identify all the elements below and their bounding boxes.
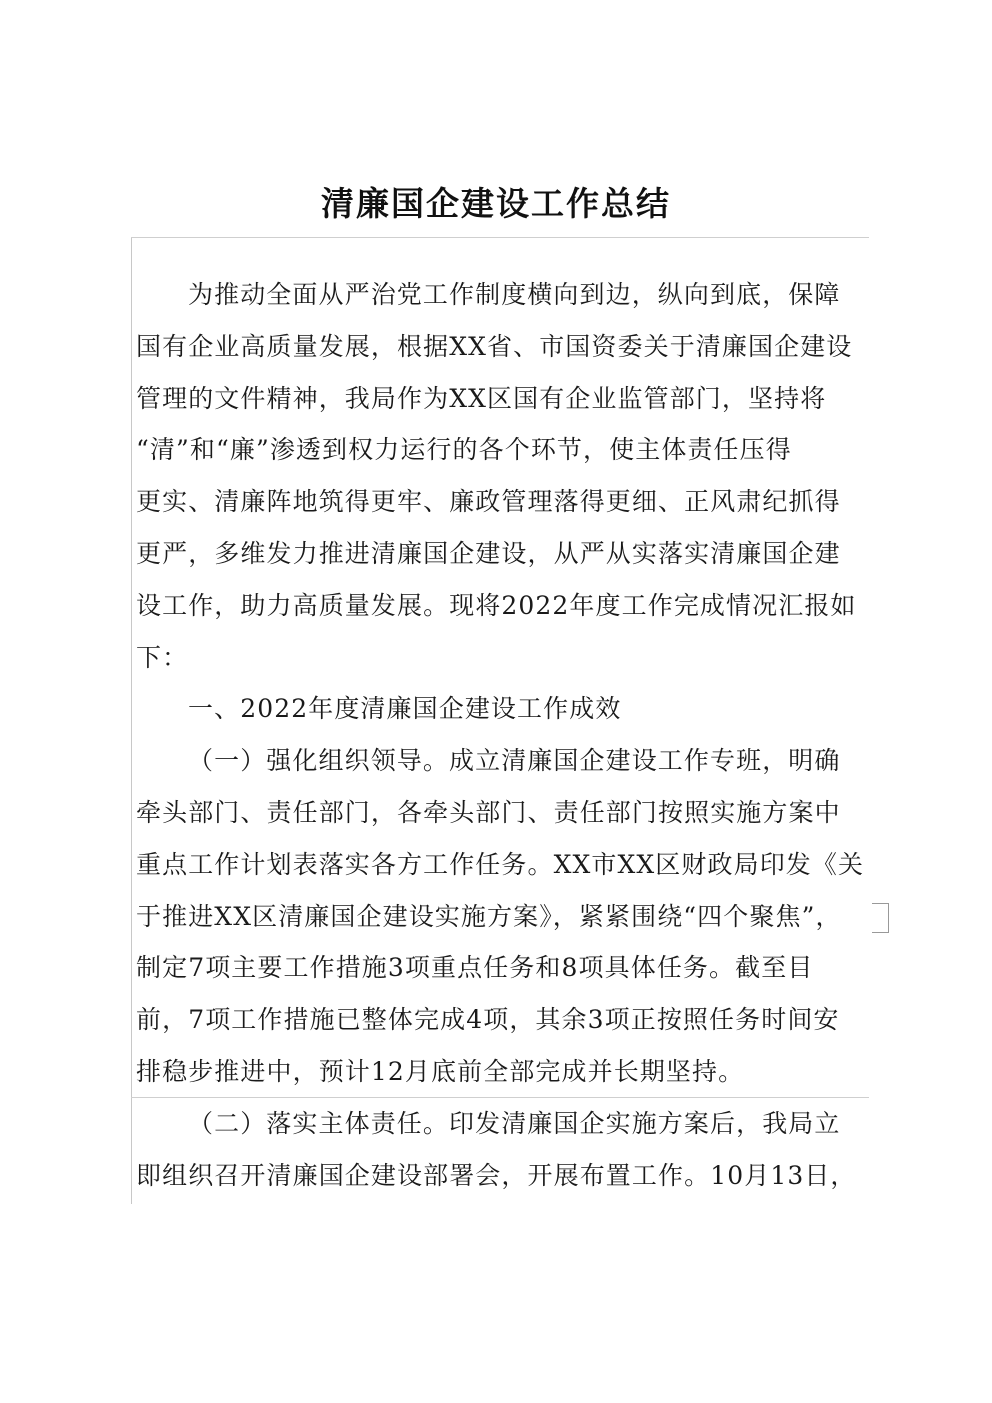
text-line: 管理的文件精神，我局作为XX区国有企业监管部门，坚持将 — [136, 383, 827, 413]
text-line: 重点工作计划表落实各方工作任务。XX市XX区财政局印发《关 — [136, 849, 865, 879]
text-line: 一、2022年度清廉国企建设工作成效 — [188, 694, 622, 724]
document-title: 清廉国企建设工作总结 — [321, 184, 671, 223]
text-line: 更严，多维发力推进清廉国企建设，从严从实落实清廉国企建 — [136, 538, 841, 568]
text-line: 下： — [136, 642, 189, 672]
text-line: 为推动全面从严治党工作制度横向到边，纵向到底，保障 — [188, 280, 841, 309]
left-margin-guide — [131, 237, 132, 1204]
text-line: 前，7项工作措施已整体完成4项，其余3项正按照任务时间安 — [136, 1005, 840, 1035]
text-line: 设工作，助力高质量发展。现将2022年度工作完成情况汇报如 — [136, 590, 857, 620]
text-line: 排稳步推进中，预计12月底前全部完成并长期坚持。 — [136, 1056, 745, 1086]
text-line: （一）强化组织领导。成立清廉国企建设工作专班，明确 — [188, 746, 841, 776]
text-line: “清”和“廉”渗透到权力运行的各个环节，使主体责任压得 — [136, 435, 792, 465]
text-line: （二）落实主体责任。印发清廉国企实施方案后，我局立 — [188, 1108, 841, 1138]
top-guide — [131, 237, 869, 238]
text-line: 国有企业高质量发展，根据XX省、市国资委关于清廉国企建设 — [136, 331, 853, 361]
text-line: 牵头部门、责任部门，各牵头部门、责任部门按照实施方案中 — [136, 797, 841, 827]
text-line: 制定7项主要工作措施3项重点任务和8项具体任务。截至目 — [136, 953, 814, 983]
text-line: 即组织召开清廉国企建设部署会，开展布置工作。10月13日， — [136, 1160, 857, 1190]
text-line: 于推进XX区清廉国企建设实施方案》，紧紧围绕“四个聚焦”， — [136, 901, 842, 931]
body-text — [136, 275, 876, 1207]
text-line: 更实、清廉阵地筑得更牢、廉政管理落得更细、正风肃纪抓得 — [136, 487, 841, 517]
